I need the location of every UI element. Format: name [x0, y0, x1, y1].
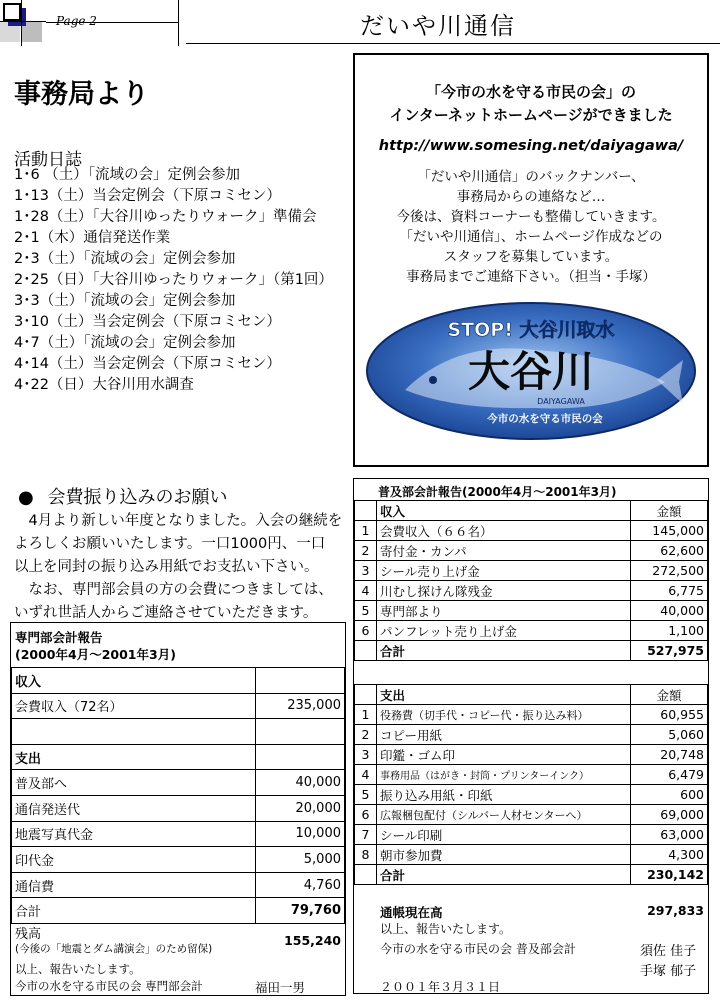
fukyu-signer-org: 今市の水を守る市民の会 普及部会計: [380, 942, 576, 956]
dept-report-table: [11, 667, 345, 924]
message-line: 「だいや川通信」、ホームページ作成などの: [399, 229, 663, 245]
diary-entry: 4･14（土）当会定例会（下原コミセン）: [14, 356, 281, 372]
newsletter-logo-mark: [0, 0, 46, 46]
balance-amount: 155,240: [284, 933, 341, 948]
income-total-label: 合計: [377, 641, 631, 661]
fee-line: 以上を同封の振り込み用紙でお支払い下さい。: [14, 559, 319, 575]
amount-header: 金額: [631, 685, 708, 705]
diary-heading: 活動日誌: [14, 150, 82, 170]
row-amount: 235,000: [256, 693, 345, 719]
row-amount: 10,000: [256, 821, 345, 847]
table-row: 3 シール売り上げ金 272,500: [355, 561, 708, 581]
table-row: 1 役務費（切手代・コピー代・振り込み料） 60,955: [355, 705, 708, 725]
newsletter-title: だいや川通信: [360, 12, 516, 40]
logo-stop-text: STOP! 大谷川取水: [447, 319, 615, 341]
table-row: [12, 693, 345, 719]
dept-report-title: 専門部会計報告: [15, 630, 103, 645]
row-amount: 20,000: [256, 795, 345, 821]
table-row: [355, 641, 708, 661]
homepage-title-line2: インターネットホームページができました: [389, 106, 673, 124]
table-row: 4 事務用品（はがき・封筒・プリンターインク） 6,479: [355, 765, 708, 785]
diary-entry: 2･3（土）「流域の会」定例会参加: [14, 251, 236, 267]
row-amount: 5,000: [256, 847, 345, 873]
fee-line: 4月より新しい年度となりました。入会の継続を: [14, 513, 343, 529]
row-label: 通信費: [12, 872, 256, 898]
table-row: 6 広報梱包配付（シルバー人材センターへ） 69,000: [355, 805, 708, 825]
message-line: 今後は、資料コーナーも整備していきます。: [396, 209, 666, 225]
total-label: 合計: [12, 898, 256, 924]
fukyu-report-table: [354, 500, 708, 885]
fee-line: よろしくお願いいたします。一口1000円、一口: [14, 536, 326, 552]
stop-daiyagawa-logo: [365, 300, 697, 442]
homepage-url-link[interactable]: http://www.somesing.net/daiyagawa/: [378, 138, 684, 154]
balance-label: 残高: [15, 927, 42, 942]
table-row: 1 会費収入（６６名） 145,000: [355, 521, 708, 541]
row-label: 印代金: [12, 847, 256, 873]
row-label: 地震写真代金: [12, 821, 256, 847]
fukyu-date: ２００１年３月３１日: [380, 980, 501, 994]
income-total: 527,975: [631, 641, 708, 661]
table-row: 5 専門部より 40,000: [355, 601, 708, 621]
table-row: 7 シール印刷 63,000: [355, 825, 708, 845]
logo-roman-text: DAIYAGAWA: [537, 397, 585, 406]
row-label: 普及部へ: [12, 770, 256, 796]
table-row: 8 朝市参加費 4,300: [355, 845, 708, 865]
dept-report-period: (2000年4月～2001年3月): [15, 647, 176, 662]
table-row: [12, 847, 345, 873]
table-row: [12, 795, 345, 821]
row-amount: 4,760: [256, 872, 345, 898]
diary-entry: 2･1（木）通信発送作業: [14, 230, 171, 246]
message-line: スタッフを募集しています。: [443, 249, 619, 265]
table-row: 2 寄付金・カンパ 62,600: [355, 541, 708, 561]
diary-entry: 3･3（土）「流域の会」定例会参加: [14, 293, 236, 309]
expense-label: 支出: [12, 744, 256, 770]
table-row: [12, 668, 345, 694]
table-row: [12, 872, 345, 898]
row-label: 会費収入（72名）: [12, 693, 256, 719]
homepage-message: [355, 167, 707, 287]
diary-entry: 4･7（土）「流域の会」定例会参加: [14, 335, 236, 351]
diary-entry: 3･10（土）当会定例会（下原コミセン）: [14, 314, 281, 330]
dept-closing: 以上、報告いたします。: [15, 962, 141, 976]
fee-line: なお、専門部会員の方の会費につきましては、: [14, 582, 333, 598]
expense-label: 支出: [377, 685, 631, 705]
income-label: 収入: [377, 501, 631, 521]
income-label: 収入: [12, 668, 256, 694]
fukyu-accounting-report: [353, 478, 709, 994]
diary-entry: 1･28（土）「大谷川ゆったりウォーク」準備会: [14, 209, 317, 225]
fukyu-closing: 以上、報告いたします。: [380, 922, 512, 936]
bullet-icon: ●: [18, 487, 34, 508]
table-row: [355, 865, 708, 885]
diary-entry: 1･13（土）当会定例会（下原コミセン）: [14, 188, 281, 204]
expense-total-label: 合計: [377, 865, 631, 885]
fukyu-balance-label: 通帳現在高: [380, 905, 443, 920]
dept-signer-org: 今市の水を守る市民の会 専門部会計: [15, 979, 203, 993]
diary-entry: 2･25（日）「大谷川ゆったりウォーク」（第1回）: [14, 272, 333, 288]
dept-signer-name: 福田一男: [255, 980, 306, 995]
table-row: 6 パンフレット売り上げ金 1,100: [355, 621, 708, 641]
balance-note: (今後の「地震とダム講演会」のため留保): [15, 943, 213, 955]
fukyu-signer-name-1: 須佐 佳子: [640, 944, 697, 959]
fukyu-signer-name-2: 手塚 郁子: [640, 964, 697, 979]
amount-header: 金額: [631, 501, 708, 521]
activity-diary-list: [14, 165, 333, 396]
row-amount: 40,000: [256, 770, 345, 796]
homepage-announcement: [353, 53, 709, 467]
row-label: 通信発送代: [12, 795, 256, 821]
table-row: [12, 821, 345, 847]
logo-kanji-text: 大谷川: [467, 347, 595, 396]
page-header: [0, 0, 720, 46]
table-row: 2 コピー用紙 5,060: [355, 725, 708, 745]
fee-title-text: 会費振り込みのお願い: [47, 487, 228, 508]
office-title: 事務局より: [14, 79, 149, 110]
message-line: 事務局からの連絡など…: [456, 189, 606, 205]
diary-entry: 4･22（日）大谷川用水調査: [14, 377, 194, 393]
table-row: [12, 770, 345, 796]
fukyu-balance: 297,833: [647, 903, 704, 918]
fee-request-body: [14, 510, 344, 625]
table-row: [12, 719, 345, 745]
table-row: 5 振り込み用紙・印紙 600: [355, 785, 708, 805]
logo-group-text: 今市の水を守る市民の会: [487, 413, 603, 425]
fee-request-title: [18, 483, 227, 509]
diary-entry: 1･6 （土）「流域の会」定例会参加: [14, 167, 241, 183]
message-line: 「だいや川通信」のバックナンバー、: [417, 169, 645, 185]
dept-accounting-report: [10, 622, 346, 996]
fukyu-report-title: 普及部会計報告(2000年4月～2001年3月): [378, 485, 617, 499]
homepage-title-line1: 「今市の水を守る市民の会」の: [425, 83, 636, 101]
message-line: 事務局までご連絡下さい。（担当・手塚）: [406, 269, 656, 285]
expense-total: 230,142: [631, 865, 708, 885]
fee-line: いずれ世話人からご連絡させていただきます。: [14, 605, 318, 621]
table-row: [355, 685, 708, 705]
dept-report-heading: [15, 629, 176, 663]
page-number: Page 2: [56, 14, 97, 28]
table-row: [12, 898, 345, 924]
table-row: [12, 744, 345, 770]
table-row: [355, 501, 708, 521]
table-row: 4 川むし探けん隊残金 6,775: [355, 581, 708, 601]
total-amount: 79,760: [256, 898, 345, 924]
table-row: 3 印鑑・ゴム印 20,748: [355, 745, 708, 765]
